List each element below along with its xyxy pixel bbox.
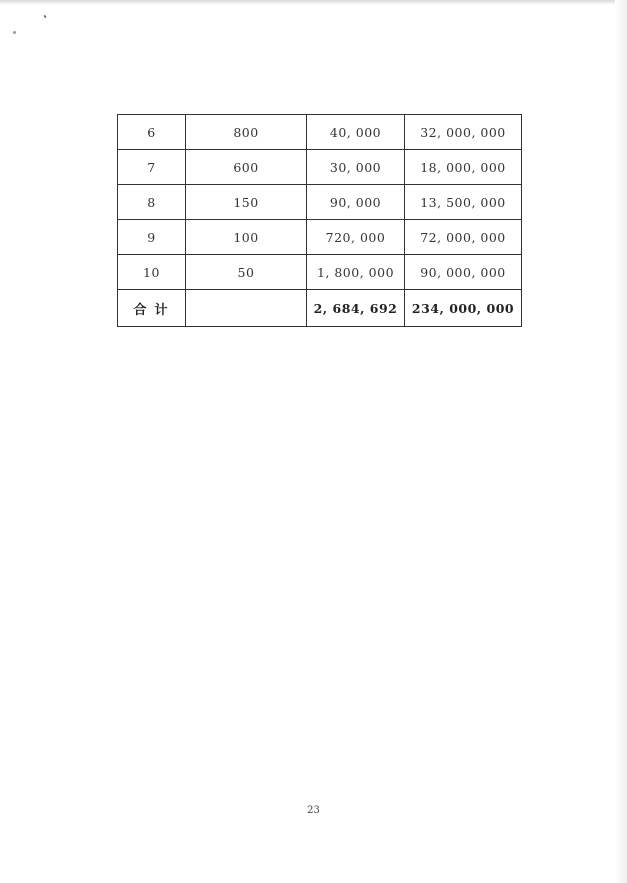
table-row	[118, 185, 522, 220]
total-row	[118, 290, 522, 327]
total-empty-cell	[186, 290, 307, 327]
table-row	[118, 115, 522, 150]
row-index: 8	[118, 185, 186, 220]
amount-cell: 32, 000, 000	[405, 115, 522, 150]
scan-speck	[13, 31, 16, 34]
table-row	[118, 150, 522, 185]
table-row	[118, 255, 522, 290]
scan-top-edge	[0, 0, 627, 5]
row-index: 6	[118, 115, 186, 150]
quantity-cell: 50	[186, 255, 307, 290]
quantity-cell: 800	[186, 115, 307, 150]
unit-value-cell: 1, 800, 000	[307, 255, 405, 290]
table-row	[118, 220, 522, 255]
amount-cell: 18, 000, 000	[405, 150, 522, 185]
page-number: 23	[307, 805, 320, 816]
unit-value-cell: 30, 000	[307, 150, 405, 185]
unit-value-cell: 720, 000	[307, 220, 405, 255]
quantity-cell: 100	[186, 220, 307, 255]
total-amount: 234, 000, 000	[405, 290, 522, 327]
quantity-cell: 150	[186, 185, 307, 220]
unit-value-cell: 90, 000	[307, 185, 405, 220]
scan-speck	[43, 15, 46, 19]
scan-right-edge	[615, 0, 627, 883]
amount-cell: 13, 500, 000	[405, 185, 522, 220]
total-label: 合计	[118, 290, 186, 327]
row-index: 10	[118, 255, 186, 290]
total-unit-value: 2, 684, 692	[307, 290, 405, 327]
row-index: 9	[118, 220, 186, 255]
unit-value-cell: 40, 000	[307, 115, 405, 150]
row-index: 7	[118, 150, 186, 185]
amount-cell: 90, 000, 000	[405, 255, 522, 290]
quantity-cell: 600	[186, 150, 307, 185]
data-table	[117, 114, 522, 327]
amount-cell: 72, 000, 000	[405, 220, 522, 255]
